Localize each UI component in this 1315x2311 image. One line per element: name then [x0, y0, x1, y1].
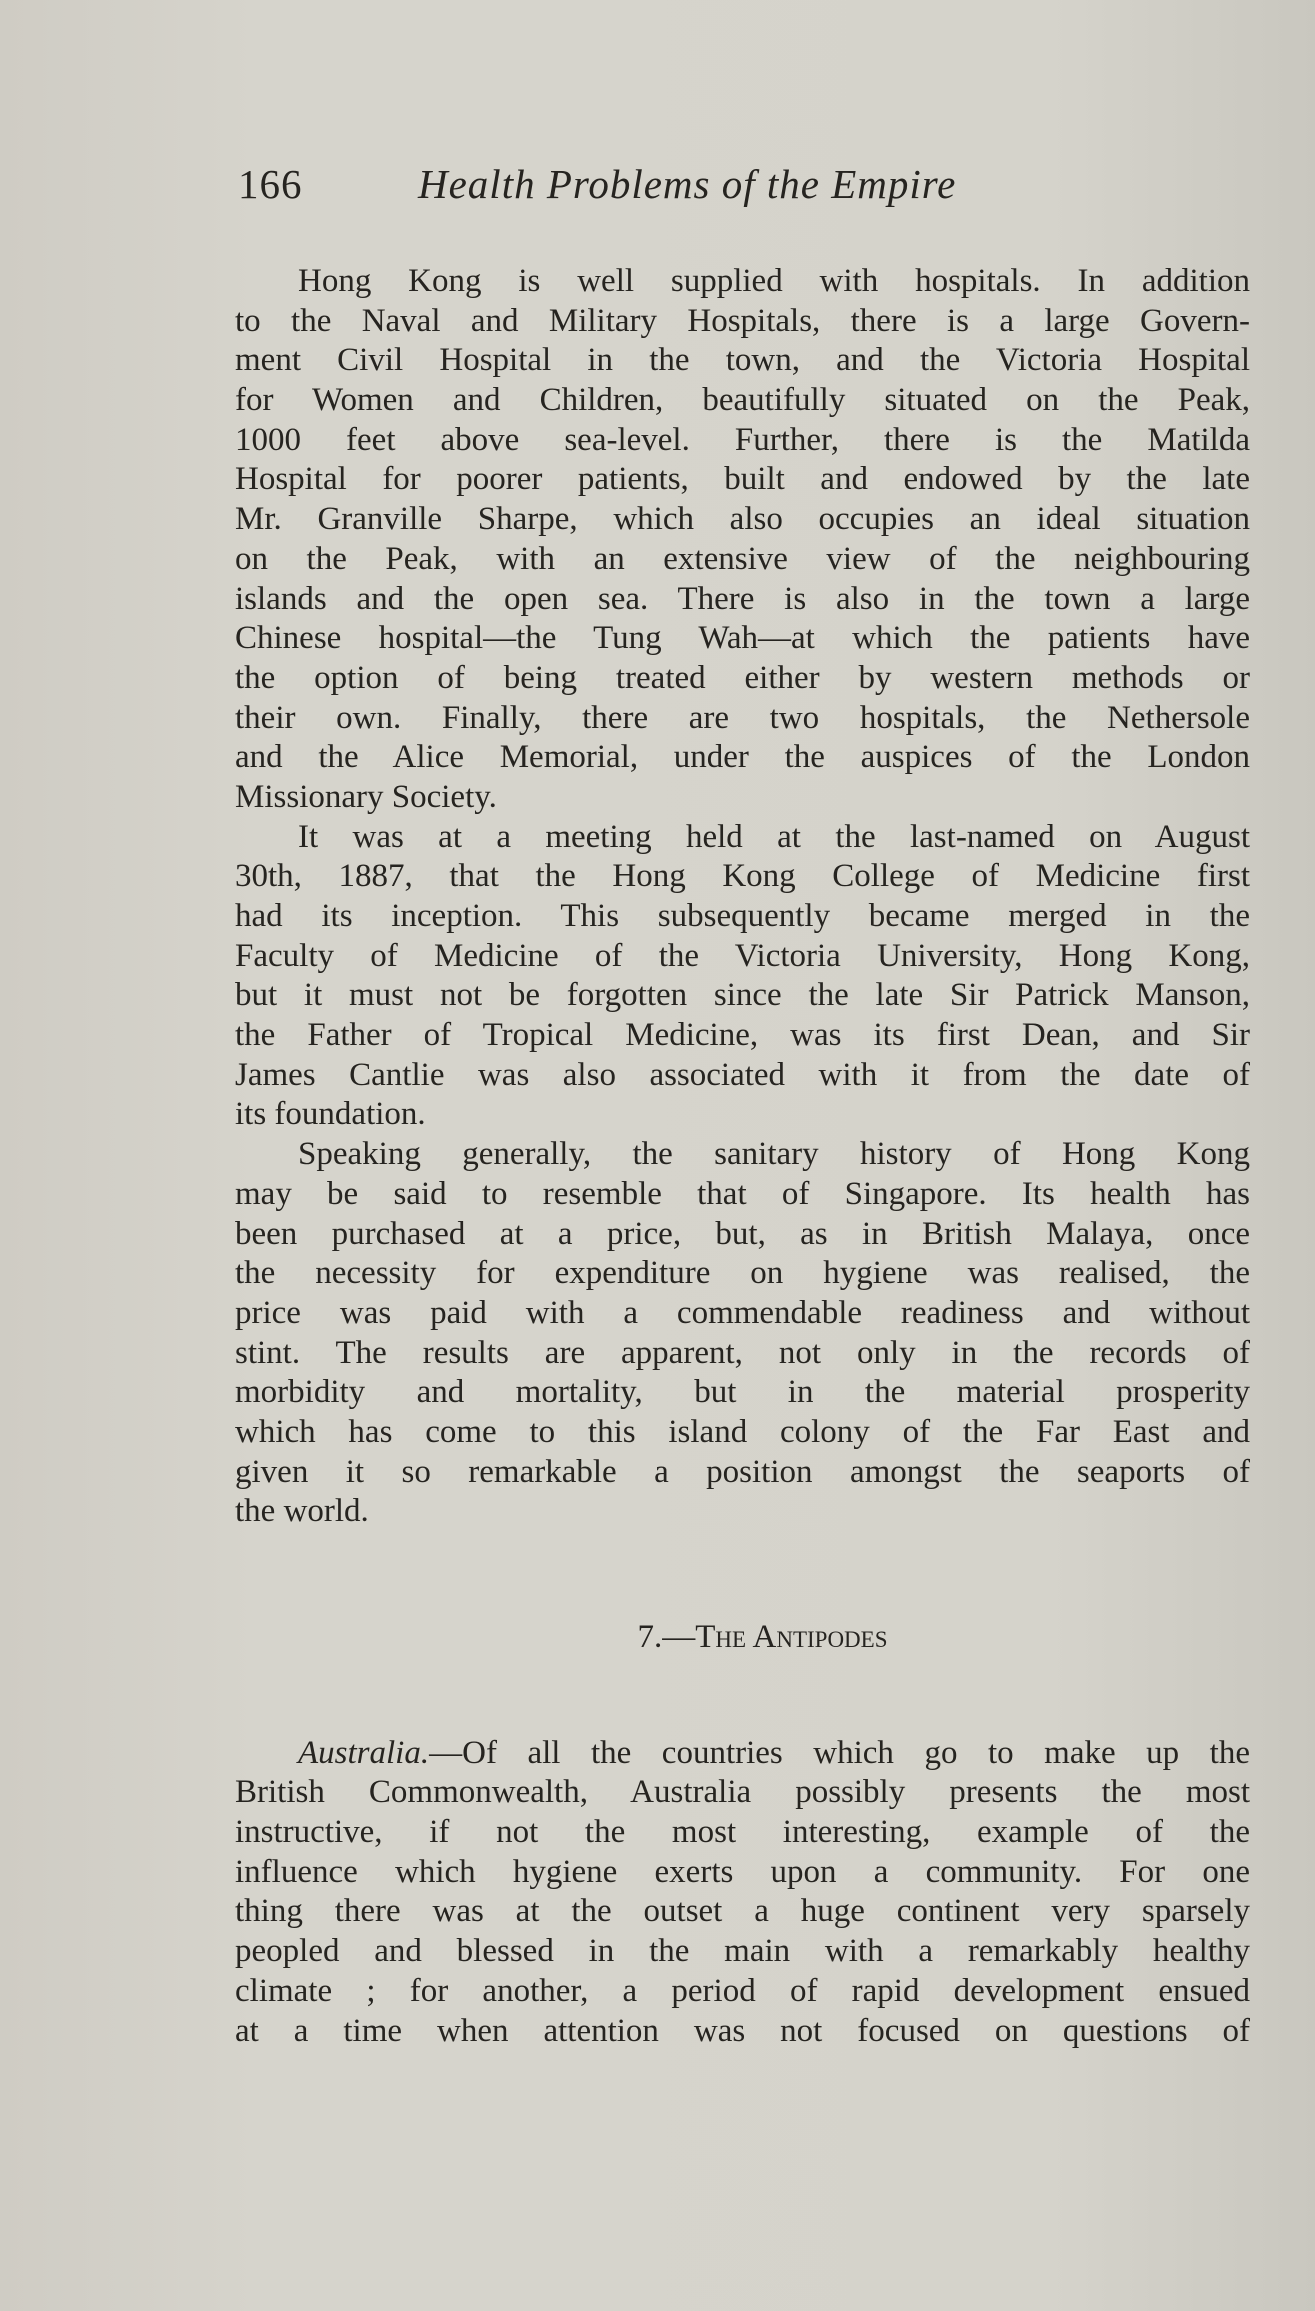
- text-line: climate ; for another, a period of rapid development ensued: [235, 1972, 1250, 2009]
- text-line: peopled and blessed in the main with a remarkably healthy: [235, 1933, 1250, 1970]
- text-line: Speaking generally, the sanitary history of Hong Kong: [298, 1136, 1250, 1173]
- paragraph-college-of-medicine: [235, 818, 1250, 1136]
- text-line: may be said to resemble that of Singapore. Its health has: [235, 1175, 1250, 1212]
- text-line: Mr. Granville Sharpe, which also occupies an ideal situation: [235, 501, 1250, 538]
- text-line: at a time when attention was not focused on questions of: [235, 2012, 1250, 2049]
- text-line: instructive, if not the most interesting, example of the: [235, 1814, 1250, 1851]
- section-number: 7.—: [637, 1619, 696, 1655]
- text-line: Hong Kong is well supplied with hospitals. In addition: [298, 263, 1250, 299]
- text-line: 30th, 1887, that the Hong Kong College of Medicine first: [235, 858, 1250, 895]
- text-line: [235, 1734, 1250, 1774]
- text-line: been purchased at a price, but, as in British Malaya, once: [235, 1215, 1250, 1252]
- text-line: ment Civil Hospital in the town, and the Victoria Hospital: [235, 342, 1250, 379]
- text-line: the Father of Tropical Medicine, was its first Dean, and Sir: [235, 1017, 1250, 1054]
- body-text: [235, 262, 1250, 2051]
- text-line: the world.: [235, 1493, 369, 1530]
- section-spacer: [235, 1532, 1250, 1618]
- text-line: morbidity and mortality, but in the material prosperity: [235, 1374, 1250, 1411]
- paragraph-sanitary-history: [235, 1135, 1250, 1532]
- text-line: and the Alice Memorial, under the auspices of the London: [235, 739, 1250, 776]
- text-line: Missionary Society.: [235, 778, 497, 815]
- heading-spacer: [235, 1658, 1250, 1734]
- text-line: for Women and Children, beautifully situated on the Peak,: [235, 382, 1250, 419]
- text-line: given it so remarkable a position amongst the seaports of: [235, 1453, 1250, 1490]
- text-line-rest: —Of all the countries which go to make up the: [429, 1734, 1250, 1771]
- text-line: Faculty of Medicine of the Victoria University, Hong Kong,: [235, 937, 1250, 974]
- text-line: their own. Finally, there are two hospitals, the Nethersole: [235, 699, 1250, 736]
- text-line: islands and the open sea. There is also in the town a large: [235, 580, 1250, 617]
- text-line: James Cantlie was also associated with it from the date of: [235, 1056, 1250, 1093]
- text-line: its foundation.: [235, 1096, 426, 1133]
- paragraph-hospitals: [235, 262, 1250, 818]
- text-line: the necessity for expenditure on hygiene was realised, the: [235, 1255, 1250, 1292]
- text-line: Hospital for poorer patients, built and endowed by the late: [235, 461, 1250, 498]
- running-head: [238, 160, 1238, 220]
- section-heading: [235, 1618, 1250, 1658]
- running-title: Health Problems of the Empire: [418, 161, 957, 207]
- page-number: 166: [238, 161, 303, 207]
- paragraph-australia: [235, 1734, 1250, 2052]
- text-line: had its inception. This subsequently became merged in the: [235, 898, 1250, 934]
- text-line: It was at a meeting held at the last-named on August: [298, 818, 1250, 855]
- text-line: on the Peak, with an extensive view of the neighbouring: [235, 540, 1250, 577]
- text-line: which has come to this island colony of the Far East and: [235, 1413, 1250, 1450]
- runin-heading: Australia.: [298, 1734, 430, 1771]
- text-line: the option of being treated either by western methods or: [235, 659, 1250, 696]
- text-line: influence which hygiene exerts upon a community. For one: [235, 1853, 1250, 1890]
- text-line: 1000 feet above sea-level. Further, there is the Matilda: [235, 421, 1250, 458]
- text-line: stint. The results are apparent, not only in the records of: [235, 1334, 1250, 1371]
- text-line: British Commonwealth, Australia possibly presents the most: [235, 1774, 1250, 1811]
- text-line: price was paid with a commendable readiness and without: [235, 1294, 1250, 1331]
- text-line: Chinese hospital—the Tung Wah—at which the patients have: [235, 620, 1250, 657]
- text-line: to the Naval and Military Hospitals, there is a large Govern-: [235, 302, 1250, 339]
- section-title: The Antipodes: [695, 1619, 888, 1655]
- text-line: thing there was at the outset a huge continent very sparsely: [235, 1893, 1250, 1930]
- text-line: but it must not be forgotten since the late Sir Patrick Manson,: [235, 977, 1250, 1014]
